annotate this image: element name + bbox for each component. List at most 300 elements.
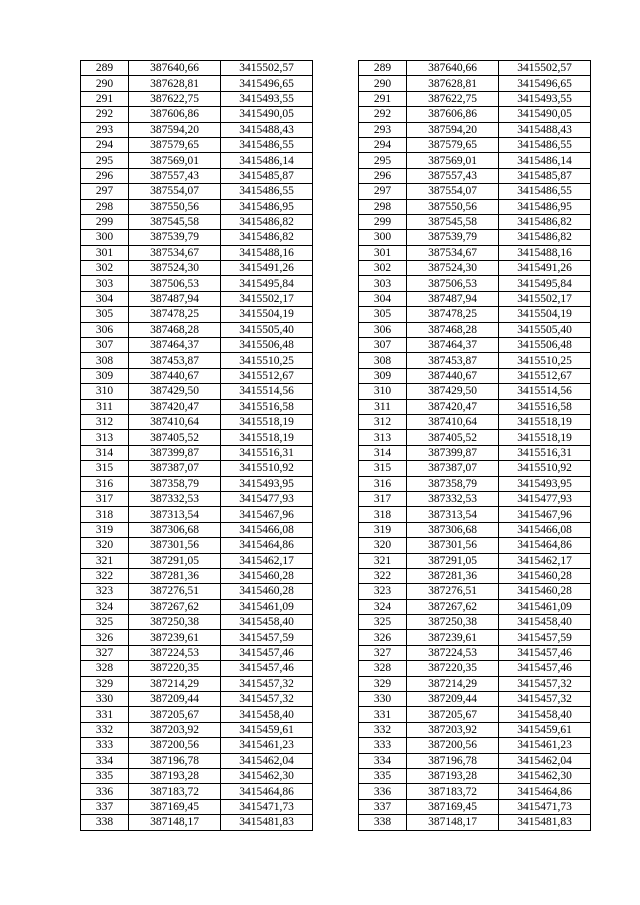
left-x-coordinate-cell: 387358,79 <box>129 476 221 491</box>
left-point-number-cell: 327 <box>81 645 129 660</box>
coordinate-table-body <box>81 61 591 831</box>
right-y-coordinate-cell: 3415460,28 <box>499 584 591 599</box>
right-x-coordinate-cell: 387622,75 <box>407 91 499 106</box>
table-row <box>81 568 591 583</box>
column-gap <box>313 384 359 399</box>
column-gap <box>313 553 359 568</box>
column-gap <box>313 153 359 168</box>
left-x-coordinate-cell: 387214,29 <box>129 676 221 691</box>
right-x-coordinate-cell: 387579,65 <box>407 137 499 152</box>
right-x-coordinate-cell: 387478,25 <box>407 307 499 322</box>
column-gap <box>313 399 359 414</box>
left-point-number-cell: 292 <box>81 107 129 122</box>
left-x-coordinate-cell: 387205,67 <box>129 707 221 722</box>
column-gap <box>313 445 359 460</box>
left-y-coordinate-cell: 3415493,55 <box>221 91 313 106</box>
right-point-number-cell: 330 <box>359 692 407 707</box>
left-y-coordinate-cell: 3415466,08 <box>221 522 313 537</box>
column-gap <box>313 707 359 722</box>
left-y-coordinate-cell: 3415485,87 <box>221 168 313 183</box>
right-x-coordinate-cell: 387534,67 <box>407 245 499 260</box>
left-point-number-cell: 326 <box>81 630 129 645</box>
table-row <box>81 661 591 676</box>
column-gap <box>313 768 359 783</box>
left-point-number-cell: 323 <box>81 584 129 599</box>
left-point-number-cell: 312 <box>81 414 129 429</box>
table-row <box>81 184 591 199</box>
table-row <box>81 230 591 245</box>
right-y-coordinate-cell: 3415461,23 <box>499 738 591 753</box>
column-gap <box>313 615 359 630</box>
right-point-number-cell: 304 <box>359 291 407 306</box>
right-x-coordinate-cell: 387410,64 <box>407 414 499 429</box>
table-row <box>81 815 591 830</box>
left-point-number-cell: 337 <box>81 799 129 814</box>
left-y-coordinate-cell: 3415458,40 <box>221 707 313 722</box>
left-point-number-cell: 302 <box>81 261 129 276</box>
column-gap <box>313 214 359 229</box>
left-y-coordinate-cell: 3415502,57 <box>221 61 313 76</box>
column-gap <box>313 168 359 183</box>
right-y-coordinate-cell: 3415458,40 <box>499 615 591 630</box>
right-x-coordinate-cell: 387506,53 <box>407 276 499 291</box>
table-row <box>81 553 591 568</box>
right-x-coordinate-cell: 387193,28 <box>407 768 499 783</box>
right-point-number-cell: 338 <box>359 815 407 830</box>
right-x-coordinate-cell: 387487,94 <box>407 291 499 306</box>
left-y-coordinate-cell: 3415457,59 <box>221 630 313 645</box>
column-gap <box>313 199 359 214</box>
left-point-number-cell: 332 <box>81 722 129 737</box>
right-x-coordinate-cell: 387545,58 <box>407 214 499 229</box>
right-y-coordinate-cell: 3415491,26 <box>499 261 591 276</box>
left-y-coordinate-cell: 3415491,26 <box>221 261 313 276</box>
left-x-coordinate-cell: 387453,87 <box>129 353 221 368</box>
right-y-coordinate-cell: 3415457,46 <box>499 645 591 660</box>
right-point-number-cell: 337 <box>359 799 407 814</box>
left-x-coordinate-cell: 387440,67 <box>129 368 221 383</box>
table-row <box>81 137 591 152</box>
right-x-coordinate-cell: 387200,56 <box>407 738 499 753</box>
column-gap <box>313 430 359 445</box>
column-gap <box>313 584 359 599</box>
left-y-coordinate-cell: 3415486,82 <box>221 214 313 229</box>
left-x-coordinate-cell: 387250,38 <box>129 615 221 630</box>
left-point-number-cell: 301 <box>81 245 129 260</box>
right-x-coordinate-cell: 387405,52 <box>407 430 499 445</box>
right-point-number-cell: 297 <box>359 184 407 199</box>
right-y-coordinate-cell: 3415486,55 <box>499 184 591 199</box>
left-y-coordinate-cell: 3415464,86 <box>221 538 313 553</box>
table-row <box>81 61 591 76</box>
right-x-coordinate-cell: 387468,28 <box>407 322 499 337</box>
left-y-coordinate-cell: 3415516,31 <box>221 445 313 460</box>
left-point-number-cell: 329 <box>81 676 129 691</box>
right-point-number-cell: 313 <box>359 430 407 445</box>
right-y-coordinate-cell: 3415459,61 <box>499 722 591 737</box>
right-point-number-cell: 314 <box>359 445 407 460</box>
right-y-coordinate-cell: 3415502,57 <box>499 61 591 76</box>
right-point-number-cell: 327 <box>359 645 407 660</box>
left-point-number-cell: 296 <box>81 168 129 183</box>
table-row <box>81 122 591 137</box>
right-x-coordinate-cell: 387281,36 <box>407 568 499 583</box>
right-y-coordinate-cell: 3415493,55 <box>499 91 591 106</box>
table-row <box>81 338 591 353</box>
left-x-coordinate-cell: 387640,66 <box>129 61 221 76</box>
right-x-coordinate-cell: 387554,07 <box>407 184 499 199</box>
right-point-number-cell: 290 <box>359 76 407 91</box>
left-y-coordinate-cell: 3415488,43 <box>221 122 313 137</box>
left-y-coordinate-cell: 3415486,82 <box>221 230 313 245</box>
right-x-coordinate-cell: 387220,35 <box>407 661 499 676</box>
left-point-number-cell: 293 <box>81 122 129 137</box>
right-y-coordinate-cell: 3415518,19 <box>499 414 591 429</box>
table-row <box>81 291 591 306</box>
column-gap <box>313 661 359 676</box>
coordinate-table <box>80 60 591 831</box>
right-y-coordinate-cell: 3415516,58 <box>499 399 591 414</box>
column-gap <box>313 307 359 322</box>
right-x-coordinate-cell: 387214,29 <box>407 676 499 691</box>
left-y-coordinate-cell: 3415457,46 <box>221 661 313 676</box>
right-y-coordinate-cell: 3415477,93 <box>499 491 591 506</box>
table-row <box>81 676 591 691</box>
left-y-coordinate-cell: 3415496,65 <box>221 76 313 91</box>
left-point-number-cell: 324 <box>81 599 129 614</box>
right-y-coordinate-cell: 3415486,95 <box>499 199 591 214</box>
left-y-coordinate-cell: 3415464,86 <box>221 784 313 799</box>
column-gap <box>313 322 359 337</box>
right-x-coordinate-cell: 387313,54 <box>407 507 499 522</box>
left-x-coordinate-cell: 387203,92 <box>129 722 221 737</box>
column-gap <box>313 676 359 691</box>
left-point-number-cell: 322 <box>81 568 129 583</box>
left-point-number-cell: 318 <box>81 507 129 522</box>
column-gap <box>313 491 359 506</box>
right-point-number-cell: 325 <box>359 615 407 630</box>
left-point-number-cell: 336 <box>81 784 129 799</box>
table-row <box>81 799 591 814</box>
left-y-coordinate-cell: 3415459,61 <box>221 722 313 737</box>
column-gap <box>313 261 359 276</box>
left-point-number-cell: 338 <box>81 815 129 830</box>
right-y-coordinate-cell: 3415466,08 <box>499 522 591 537</box>
left-x-coordinate-cell: 387468,28 <box>129 322 221 337</box>
table-row <box>81 353 591 368</box>
right-point-number-cell: 318 <box>359 507 407 522</box>
column-gap <box>313 738 359 753</box>
column-gap <box>313 568 359 583</box>
column-gap <box>313 230 359 245</box>
left-point-number-cell: 334 <box>81 753 129 768</box>
right-x-coordinate-cell: 387453,87 <box>407 353 499 368</box>
left-x-coordinate-cell: 387579,65 <box>129 137 221 152</box>
table-row <box>81 692 591 707</box>
right-point-number-cell: 329 <box>359 676 407 691</box>
column-gap <box>313 784 359 799</box>
right-y-coordinate-cell: 3415457,59 <box>499 630 591 645</box>
right-y-coordinate-cell: 3415462,17 <box>499 553 591 568</box>
table-row <box>81 307 591 322</box>
table-row <box>81 245 591 260</box>
left-point-number-cell: 299 <box>81 214 129 229</box>
left-x-coordinate-cell: 387220,35 <box>129 661 221 676</box>
right-point-number-cell: 308 <box>359 353 407 368</box>
right-x-coordinate-cell: 387301,56 <box>407 538 499 553</box>
right-x-coordinate-cell: 387569,01 <box>407 153 499 168</box>
right-x-coordinate-cell: 387464,37 <box>407 338 499 353</box>
right-x-coordinate-cell: 387420,47 <box>407 399 499 414</box>
left-y-coordinate-cell: 3415457,32 <box>221 692 313 707</box>
right-x-coordinate-cell: 387250,38 <box>407 615 499 630</box>
left-point-number-cell: 313 <box>81 430 129 445</box>
right-point-number-cell: 332 <box>359 722 407 737</box>
table-row <box>81 199 591 214</box>
right-y-coordinate-cell: 3415462,04 <box>499 753 591 768</box>
left-x-coordinate-cell: 387594,20 <box>129 122 221 137</box>
left-point-number-cell: 291 <box>81 91 129 106</box>
right-y-coordinate-cell: 3415516,31 <box>499 445 591 460</box>
right-y-coordinate-cell: 3415461,09 <box>499 599 591 614</box>
column-gap <box>313 184 359 199</box>
right-x-coordinate-cell: 387399,87 <box>407 445 499 460</box>
right-x-coordinate-cell: 387557,43 <box>407 168 499 183</box>
right-y-coordinate-cell: 3415488,43 <box>499 122 591 137</box>
right-point-number-cell: 306 <box>359 322 407 337</box>
right-x-coordinate-cell: 387276,51 <box>407 584 499 599</box>
left-x-coordinate-cell: 387628,81 <box>129 76 221 91</box>
right-y-coordinate-cell: 3415457,46 <box>499 661 591 676</box>
right-x-coordinate-cell: 387332,53 <box>407 491 499 506</box>
table-row <box>81 768 591 783</box>
table-row <box>81 168 591 183</box>
left-x-coordinate-cell: 387291,05 <box>129 553 221 568</box>
left-y-coordinate-cell: 3415493,95 <box>221 476 313 491</box>
left-x-coordinate-cell: 387410,64 <box>129 414 221 429</box>
right-point-number-cell: 303 <box>359 276 407 291</box>
column-gap <box>313 245 359 260</box>
table-row <box>81 507 591 522</box>
left-y-coordinate-cell: 3415506,48 <box>221 338 313 353</box>
left-y-coordinate-cell: 3415462,17 <box>221 553 313 568</box>
right-y-coordinate-cell: 3415462,30 <box>499 768 591 783</box>
table-row <box>81 753 591 768</box>
right-y-coordinate-cell: 3415505,40 <box>499 322 591 337</box>
left-point-number-cell: 297 <box>81 184 129 199</box>
right-point-number-cell: 294 <box>359 137 407 152</box>
left-point-number-cell: 294 <box>81 137 129 152</box>
left-x-coordinate-cell: 387301,56 <box>129 538 221 553</box>
left-x-coordinate-cell: 387545,58 <box>129 214 221 229</box>
right-point-number-cell: 301 <box>359 245 407 260</box>
left-point-number-cell: 295 <box>81 153 129 168</box>
right-y-coordinate-cell: 3415514,56 <box>499 384 591 399</box>
left-point-number-cell: 290 <box>81 76 129 91</box>
right-point-number-cell: 302 <box>359 261 407 276</box>
left-y-coordinate-cell: 3415502,17 <box>221 291 313 306</box>
table-row <box>81 276 591 291</box>
left-x-coordinate-cell: 387332,53 <box>129 491 221 506</box>
left-point-number-cell: 300 <box>81 230 129 245</box>
left-y-coordinate-cell: 3415518,19 <box>221 414 313 429</box>
column-gap <box>313 368 359 383</box>
table-row <box>81 107 591 122</box>
left-x-coordinate-cell: 387420,47 <box>129 399 221 414</box>
left-point-number-cell: 331 <box>81 707 129 722</box>
right-y-coordinate-cell: 3415506,48 <box>499 338 591 353</box>
right-point-number-cell: 312 <box>359 414 407 429</box>
right-y-coordinate-cell: 3415471,73 <box>499 799 591 814</box>
left-y-coordinate-cell: 3415516,58 <box>221 399 313 414</box>
column-gap <box>313 507 359 522</box>
table-row <box>81 599 591 614</box>
right-y-coordinate-cell: 3415502,17 <box>499 291 591 306</box>
left-x-coordinate-cell: 387569,01 <box>129 153 221 168</box>
right-x-coordinate-cell: 387550,56 <box>407 199 499 214</box>
right-y-coordinate-cell: 3415486,55 <box>499 137 591 152</box>
left-x-coordinate-cell: 387148,17 <box>129 815 221 830</box>
left-x-coordinate-cell: 387239,61 <box>129 630 221 645</box>
right-point-number-cell: 335 <box>359 768 407 783</box>
left-x-coordinate-cell: 387313,54 <box>129 507 221 522</box>
right-point-number-cell: 296 <box>359 168 407 183</box>
right-x-coordinate-cell: 387539,79 <box>407 230 499 245</box>
left-y-coordinate-cell: 3415460,28 <box>221 584 313 599</box>
right-y-coordinate-cell: 3415486,14 <box>499 153 591 168</box>
table-row <box>81 645 591 660</box>
left-point-number-cell: 289 <box>81 61 129 76</box>
left-y-coordinate-cell: 3415486,95 <box>221 199 313 214</box>
right-point-number-cell: 315 <box>359 461 407 476</box>
right-point-number-cell: 317 <box>359 491 407 506</box>
left-x-coordinate-cell: 387506,53 <box>129 276 221 291</box>
left-point-number-cell: 307 <box>81 338 129 353</box>
table-row <box>81 261 591 276</box>
table-row <box>81 430 591 445</box>
left-point-number-cell: 321 <box>81 553 129 568</box>
right-point-number-cell: 334 <box>359 753 407 768</box>
left-x-coordinate-cell: 387399,87 <box>129 445 221 460</box>
column-gap <box>313 753 359 768</box>
right-y-coordinate-cell: 3415486,82 <box>499 230 591 245</box>
column-gap <box>313 599 359 614</box>
right-x-coordinate-cell: 387306,68 <box>407 522 499 537</box>
right-y-coordinate-cell: 3415496,65 <box>499 76 591 91</box>
right-x-coordinate-cell: 387239,61 <box>407 630 499 645</box>
right-point-number-cell: 293 <box>359 122 407 137</box>
column-gap <box>313 722 359 737</box>
left-y-coordinate-cell: 3415460,28 <box>221 568 313 583</box>
column-gap <box>313 137 359 152</box>
column-gap <box>313 645 359 660</box>
left-y-coordinate-cell: 3415462,04 <box>221 753 313 768</box>
column-gap <box>313 630 359 645</box>
left-y-coordinate-cell: 3415514,56 <box>221 384 313 399</box>
left-y-coordinate-cell: 3415486,14 <box>221 153 313 168</box>
column-gap <box>313 692 359 707</box>
left-y-coordinate-cell: 3415471,73 <box>221 799 313 814</box>
left-x-coordinate-cell: 387281,36 <box>129 568 221 583</box>
right-point-number-cell: 300 <box>359 230 407 245</box>
left-x-coordinate-cell: 387557,43 <box>129 168 221 183</box>
column-gap <box>313 276 359 291</box>
right-x-coordinate-cell: 387205,67 <box>407 707 499 722</box>
table-row <box>81 368 591 383</box>
left-y-coordinate-cell: 3415512,67 <box>221 368 313 383</box>
right-point-number-cell: 322 <box>359 568 407 583</box>
right-y-coordinate-cell: 3415490,05 <box>499 107 591 122</box>
column-gap <box>313 538 359 553</box>
table-row <box>81 707 591 722</box>
left-point-number-cell: 335 <box>81 768 129 783</box>
left-y-coordinate-cell: 3415477,93 <box>221 491 313 506</box>
table-row <box>81 784 591 799</box>
column-gap <box>313 91 359 106</box>
left-y-coordinate-cell: 3415510,25 <box>221 353 313 368</box>
right-x-coordinate-cell: 387183,72 <box>407 784 499 799</box>
left-point-number-cell: 325 <box>81 615 129 630</box>
left-x-coordinate-cell: 387524,30 <box>129 261 221 276</box>
left-x-coordinate-cell: 387200,56 <box>129 738 221 753</box>
left-point-number-cell: 309 <box>81 368 129 383</box>
table-row <box>81 322 591 337</box>
right-point-number-cell: 311 <box>359 399 407 414</box>
right-point-number-cell: 292 <box>359 107 407 122</box>
left-point-number-cell: 305 <box>81 307 129 322</box>
column-gap <box>313 461 359 476</box>
column-gap <box>313 107 359 122</box>
right-x-coordinate-cell: 387358,79 <box>407 476 499 491</box>
right-point-number-cell: 299 <box>359 214 407 229</box>
left-y-coordinate-cell: 3415490,05 <box>221 107 313 122</box>
table-row <box>81 399 591 414</box>
left-point-number-cell: 310 <box>81 384 129 399</box>
right-y-coordinate-cell: 3415493,95 <box>499 476 591 491</box>
column-gap <box>313 291 359 306</box>
left-y-coordinate-cell: 3415510,92 <box>221 461 313 476</box>
column-gap <box>313 815 359 830</box>
right-x-coordinate-cell: 387440,67 <box>407 368 499 383</box>
right-y-coordinate-cell: 3415464,86 <box>499 784 591 799</box>
table-row <box>81 414 591 429</box>
left-x-coordinate-cell: 387554,07 <box>129 184 221 199</box>
left-y-coordinate-cell: 3415461,23 <box>221 738 313 753</box>
right-point-number-cell: 289 <box>359 61 407 76</box>
right-x-coordinate-cell: 387224,53 <box>407 645 499 660</box>
left-point-number-cell: 303 <box>81 276 129 291</box>
right-y-coordinate-cell: 3415464,86 <box>499 538 591 553</box>
left-y-coordinate-cell: 3415495,84 <box>221 276 313 291</box>
left-point-number-cell: 314 <box>81 445 129 460</box>
table-row <box>81 214 591 229</box>
right-point-number-cell: 321 <box>359 553 407 568</box>
left-y-coordinate-cell: 3415467,96 <box>221 507 313 522</box>
left-y-coordinate-cell: 3415481,83 <box>221 815 313 830</box>
right-x-coordinate-cell: 387148,17 <box>407 815 499 830</box>
right-y-coordinate-cell: 3415495,84 <box>499 276 591 291</box>
table-row <box>81 630 591 645</box>
left-point-number-cell: 298 <box>81 199 129 214</box>
column-gap <box>313 76 359 91</box>
right-x-coordinate-cell: 387640,66 <box>407 61 499 76</box>
left-y-coordinate-cell: 3415457,32 <box>221 676 313 691</box>
left-y-coordinate-cell: 3415462,30 <box>221 768 313 783</box>
right-x-coordinate-cell: 387209,44 <box>407 692 499 707</box>
right-point-number-cell: 320 <box>359 538 407 553</box>
right-point-number-cell: 326 <box>359 630 407 645</box>
left-point-number-cell: 311 <box>81 399 129 414</box>
